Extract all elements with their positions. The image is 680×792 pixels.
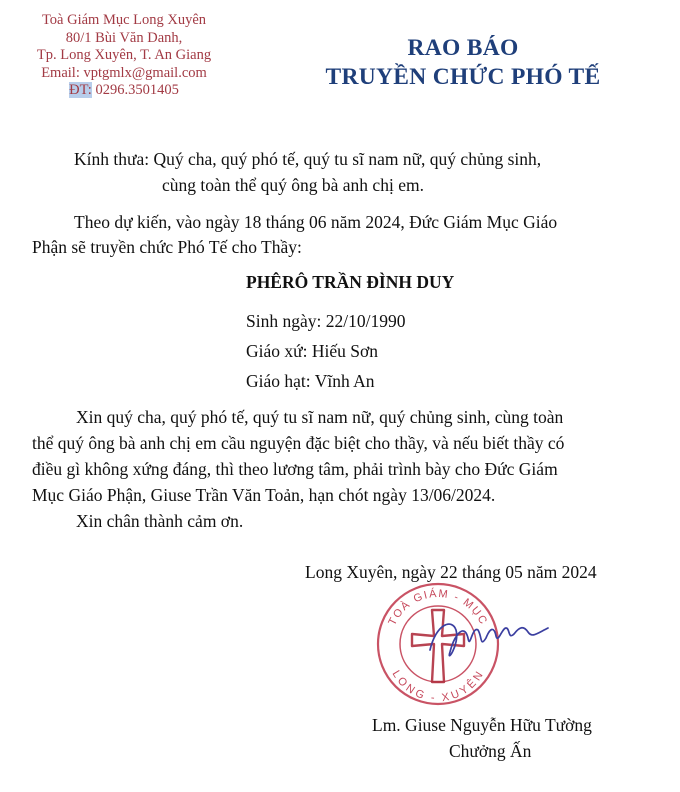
signer-role: Chưởng Ấn <box>449 741 532 761</box>
greeting-line-1: Kính thưa: Quý cha, quý phó tế, quý tu sĩ nam nữ, quý chủng sinh, <box>74 149 542 169</box>
handwritten-signature <box>430 624 548 656</box>
candidate-parish: Giáo xứ: Hiếu Sơn <box>246 341 378 361</box>
sender-phone <box>20 82 228 100</box>
sender-office: Toà Giám Mục Long Xuyên <box>41 12 207 28</box>
seal-bottom-text: LONG - XUYÊN <box>389 668 487 705</box>
sender-block <box>20 12 228 100</box>
candidate-deanery: Giáo hạt: Vĩnh An <box>246 371 375 391</box>
candidate-birth: Sinh ngày: 22/10/1990 <box>246 311 406 331</box>
request-line-1: Xin quý cha, quý phó tế, quý tu sĩ nam nữ, quý chủng sinh, cùng toàn <box>76 407 564 427</box>
sender-email: Email: vptgmlx@gmail.com <box>41 64 207 81</box>
signer-name: Lm. Giuse Nguyễn Hữu Tường <box>372 715 592 735</box>
sender-city: Tp. Long Xuyên, T. An Giang <box>36 47 212 63</box>
title-line-2: TRUYỀN CHỨC PHÓ TẾ <box>325 64 601 90</box>
sender-phone-number: 0296.3501405 <box>91 82 179 98</box>
intro-line-1: Theo dự kiến, vào ngày 18 tháng 06 năm 2024, Đức Giám Mục Giáo <box>74 212 558 232</box>
greeting-line-2: cùng toàn thể quý ông bà anh chị em. <box>162 175 424 195</box>
document-title <box>276 34 650 92</box>
place-date: Long Xuyên, ngày 22 tháng 05 năm 2024 <box>305 562 597 582</box>
sender-phone-label: ĐT: <box>69 82 92 98</box>
candidate-name: PHÊRÔ TRẦN ĐÌNH DUY <box>246 272 455 292</box>
seal-stamp <box>372 578 552 710</box>
seal-ring <box>378 584 498 704</box>
request-line-4: Mục Giáo Phận, Giuse Trần Văn Toản, hạn chót ngày 13/06/2024. <box>32 485 496 505</box>
seal-top-text: TOÀ GIÁM - MỤC <box>386 587 490 628</box>
request-line-2: thể quý ông bà anh chị em cầu nguyện đặc biệt cho thầy, và nếu biết thầy có <box>32 433 565 453</box>
request-line-3: điều gì không xứng đáng, thì theo lương tâm, phải trình bày cho Đức Giám <box>32 459 558 479</box>
intro-line-2: Phận sẽ truyền chức Phó Tế cho Thầy: <box>32 237 302 257</box>
title-line-1: RAO BÁO <box>407 35 519 61</box>
cross-icon <box>412 610 464 682</box>
thanks-text: Xin chân thành cảm ơn. <box>76 511 244 531</box>
sender-street: 80/1 Bùi Văn Danh, <box>65 29 183 46</box>
